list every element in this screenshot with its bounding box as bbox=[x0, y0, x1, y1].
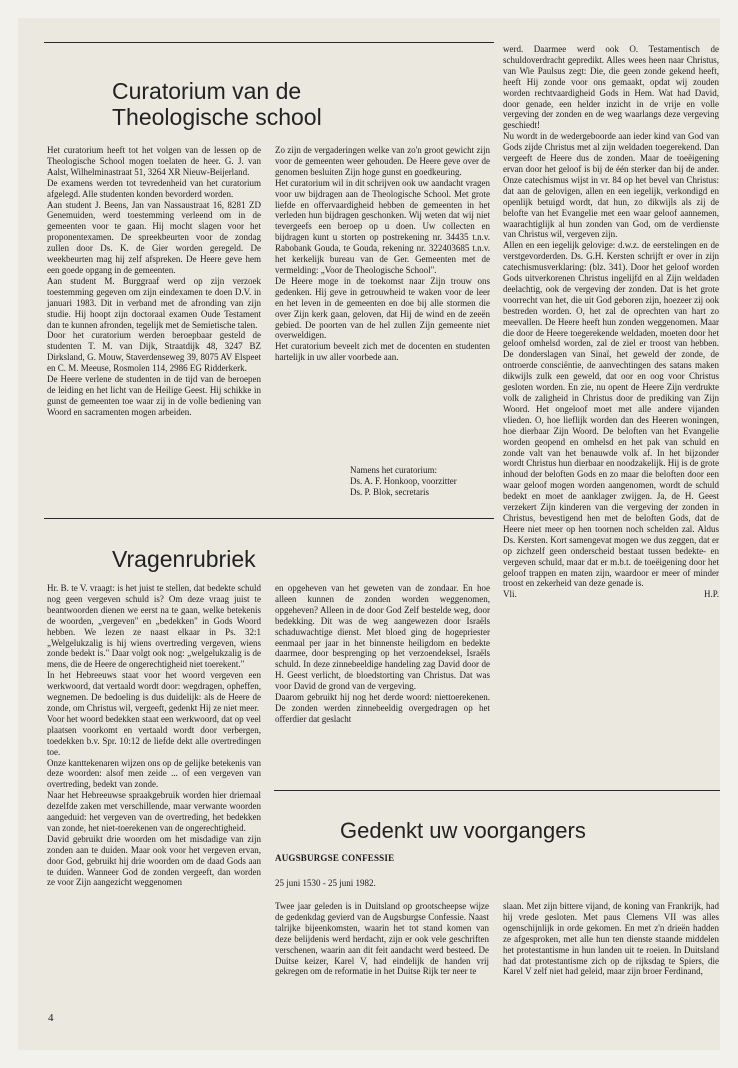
paragraph: Naar het Hebreeuwse spraakgebruik worden hier driemaal dezelfde zaken met verschillende, maar verwante woorden aangeduid: het vergeven van de overtreding, het bedekken van zonde, het niet-toerekenen van de ongerechtigheid. bbox=[47, 790, 261, 833]
paragraph: De examens werden tot tevredenheid van het curatorium afgelegd. Alle studenten konden bevorderd worden. bbox=[47, 177, 261, 199]
section-rule bbox=[44, 518, 494, 519]
curatorium-signature bbox=[350, 465, 495, 498]
gedenkt-dates: 25 juni 1530 - 25 juni 1982. bbox=[275, 878, 376, 888]
gedenkt-col1 bbox=[275, 901, 489, 977]
paragraph: Daarom gebruikt hij nog het derde woord: niettoerekenen. De zonden werden zinnebeeldig overgedragen op het offerdier dat geslacht bbox=[275, 692, 490, 724]
author-signature bbox=[503, 589, 719, 600]
signature-chair: Ds. A. F. Honkoop, voorzitter bbox=[350, 476, 457, 486]
paragraph: Het curatorium heeft tot het volgen van de lessen op de Theologische School mogen toelaten de heer. G. J. van Aalst, Wilhelminastraat 51, 3264 XR Nieuw-Beijerland. bbox=[47, 145, 261, 177]
paragraph: De Heere moge in de toekomst naar Zijn trouw ons gedenken. Hij geve in getrouwheid te waken voor de leer en het leven in de gemeenten en doe bij alle stormen die over Zijn kerk gaan, geloven, dat Hij de wind en de zeeën gebied. De poorten van de hel zullen Zijn gemeente niet overweldigen. bbox=[275, 275, 490, 341]
curatorium-title-line1: Curatorium van de bbox=[112, 78, 302, 104]
continuation-col3 bbox=[503, 44, 719, 600]
signature-secretary: Ds. P. Blok, secretaris bbox=[350, 487, 429, 497]
paragraph: Nu wordt in de wedergeboorde aan ieder kind van God van Gods zijde Christus met al zijn weldaden toegerekend. Dan vergeeft de Heere dus de zonden. Maar de toeëigening ervan door het geloof is bij de één sterker dan bij de ander. Onze catechismus wijst in vr. 84 op het bevel van Christus: dat aan de gelovigen, allen en een iegelijk, verkondigd en openlijk betuigd wordt, dat hun, zo dikwijls als zij de belofte van het Evangelie met een waar geloof aannemen, waarachtiglijk al hun zonden van God, om de verdienste van Christus wil, vergeven zijn. bbox=[503, 131, 719, 240]
paragraph: David gebruikt drie woorden om het misdadige van zijn zonden aan te duiden. Maar ook voor het vergeven ervan, door God, gebruikt hij drie woorden om de daad Gods aan te duiden. Wanneer God de zonden vergeeft, dan worden ze voor Zijn aangezicht weggenomen bbox=[47, 833, 261, 888]
paragraph: Het curatorium wil in dit schrijven ook uw aandacht vragen voor uw bijdragen aan de Theologische School. Met grote liefde en offervaardigheid hebben de gemeenten in het verleden hun bijdragen geschonken. Wij weten dat wij niet tevergeefs een beroep op u doen. Uw collecten en bijdragen kunt u storten op postrekening nr. 34435 t.n.v. Rabobank Gouda, te Gouda, rekening nr. 322403685 t.n.v. het kerkelijk bureau van de Ger. Gemeenten met de vermelding: „Voor de Theologische School". bbox=[275, 177, 490, 275]
paragraph: werd. Daarmee werd ook O. Testamentisch de schuldoverdracht gepredikt. Alles wees heen naar Christus, van Wie Paulsus zegt: Die, die geen zonde gekend heeft, heeft Hij zonde voor ons gemaakt, opdat wij zouden worden rechtvaardigheid Gods in Hem. Wat had David, door genade, een helder inzicht in de vrije en volle vergeving der zonden en de weg waarlangs deze vergeving geschiedt! bbox=[503, 44, 719, 131]
paragraph: Voor het woord bedekken staat een werkwoord, dat op veel plaatsen voorkomt en vertaald wordt door verbergen, toedekken b.v. Spr. 10:12 de liefde dekt alle overtredingen toe. bbox=[47, 713, 261, 757]
paragraph: Aan student J. Beens, Jan van Nassaustraat 16, 8281 ZD Genemuiden, werd toestemming verleend om in de gemeenten voor te gaan. Hij mocht slagen voor het proponentexamen. De spreekbeurten voor de zondag zullen door Ds. K. de Gier worden geregeld. De weekbeurten mag hij zelf afspreken. De Heere geve hem een goede opgang in de gemeenten. bbox=[47, 199, 261, 275]
signature-right: H.P. bbox=[703, 589, 719, 600]
paragraph: Hr. B. te V. vraagt: is het juist te stellen, dat bedekte schuld nog geen vergeven schuld is? Om deze vraag juist te beantwoorden dienen we eerst na te gaan, welke betekenis de woorden, „vergeven" en „bedekken" in Gods Woord hebben. We lezen ze naast elkaar in Ps. 32:1 „Welgelukzalig is hij wiens overtreding vergeven, wiens zonde bedekt is." Daar volgt ook nog: „welgelukzalig is de mens, die de Heere de ongerechtigheid niet toerekent." bbox=[47, 583, 261, 670]
gedenkt-col2 bbox=[503, 901, 719, 977]
paragraph: De Heere verlene de studenten in de tijd van de beroepen de leiding en het licht van de Heilige Geest. Hij schikke in gunst de gemeenten toe waar zij in de volle bediening van Woord en sacramenten mogen arbeiden. bbox=[47, 374, 261, 417]
paragraph: Twee jaar geleden is in Duitsland op grootscheepse wijze de gedenkdag gevierd van de Augsburgse Confessie. Naast talrijke bijeenkomsten, waarin het tot stand komen van deze belijdenis werd herdacht, zijn er ook vele geschriften verschenen, waarin aan dit feit aandacht werd besteed. De Duitse keizer, Karel V, had eindelijk de handen vrij gekregen om de reformatie in het Duitse Rijk ter neer te bbox=[275, 901, 489, 977]
signature-left: Vli. bbox=[503, 589, 517, 600]
paragraph: Zo zijn de vergaderingen welke van zo'n groot gewicht zijn voor de gemeenten weer gehouden. De Heere geve over de genomen besluiten Zijn hoge gunst en goedkeuring. bbox=[275, 145, 490, 177]
curatorium-title bbox=[112, 78, 322, 130]
paragraph: Aan student M. Burggraaf werd op zijn verzoek toestemming gegeven om zijn eindexamen te doen D.V. in januari 1983. Dit in verband met de afronding van zijn studie. Hij hoopt zijn doctoraal examen Oude Testament dan te kunnen afronden, tegelijk met de Semietische talen. bbox=[47, 275, 261, 330]
paragraph: en opgeheven van het geweten van de zondaar. En hoe alleen kunnen de zonden worden weggenomen, opgeheven? Alleen in de door God Zelf bestelde weg, door bedekking. Dit was de weg aangewezen door Israëls schaduwachtige dienst. Met bloed ging de hogepriester eenmaal per jaar in het binnenste heiligdom en bedekte daarmee, door besprenging op het verzoendeksel, Israëls schuld. In deze zinnebeeldige handeling zag David door de H. Geest verlicht, de bloedstorting van Christus. Dat was voor David de grond van de vergeving. bbox=[275, 583, 490, 692]
top-rule bbox=[44, 42, 494, 43]
page-number: 4 bbox=[48, 1012, 54, 1024]
curatorium-title-line2: Theologische school bbox=[112, 104, 322, 130]
signature-heading: Namens het curatorium: bbox=[350, 465, 437, 475]
curatorium-col1 bbox=[47, 145, 261, 418]
section-rule bbox=[274, 790, 720, 791]
gedenkt-subtitle: AUGSBURGSE CONFESSIE bbox=[275, 853, 395, 863]
vragen-col1 bbox=[47, 583, 261, 888]
gedenkt-title: Gedenkt uw voorgangers bbox=[340, 818, 586, 843]
vragen-title: Vragenrubriek bbox=[112, 546, 256, 572]
paragraph: In het Hebreeuws staat voor het woord vergeven een werkwoord, dat vertaald wordt door: wegdragen, opheffen, wegnemen. De bedoeling is dus duidelijk: als de Heere de zonde, om Christus wil, vergeeft, gedenkt Hij ze niet meer. bbox=[47, 670, 261, 713]
paragraph: Allen en een iegelijk gelovige: d.w.z. de eerstelingen en de verstgevorderden. Ds. G.H. Kersten schrijft er over in zijn catechismusverklaring: (blz. 341). Door het geloof worden Gods uitverkorenen Christus ingelijfd en al Zijn weldaden deelachtig, ook de vergeving der zonden. Dat is het grote voorrecht van het, die uit God geboren zijn, hoezeer zij ook bestreden worden. O, het zal de oprechten van hart zo meevallen. De Heere heeft hun zonden weggenomen. Maar die door de Heere toegerekende weldaden, moeten door het geloof omhelsd worden, zal de ziel er troost van hebben. De donderslagen van Sinaï, het geweld der zonde, de ontroerde consciëntie, de aanvechtingen des satans maken dikwijls zulk een geweld, dat oor en oog voor Christus gesloten worden. En zie, nu opent de Heere Zijn verdrukte volk de zaligheid in Christus door de prediking van Zijn Woord. Het ongeloof moet met alle andere vijanden vlieden. O, hoe lieflijk worden dan des Heeren woningen, hoe dierbaar Zijn Woord. De beloften van het Evangelie worden geopend en omhelsd en het pak van schuld en zonde valt van het benauwde volk af. In het bijzonder wordt Christus hun dierbaar en noodzakelijk. Hij is de grote inhoud der beloften Gods en zo maar die beloften door een waar geloof mogen worden aangenomen, wordt de schuld bedekt en moet de aanklager zwijgen. Ja, de H. Geest verzekert Zijn kinderen van die vergeving der zonden in Christus, bevestigend hen met de beloften Gods, dat de Heere niet meer op hen toornen noch schelden zal. Aldus Ds. Kersten. Kort samengevat mogen we dus zeggen, dat er op zichzelf geen onderscheid bestaat tussen bedekte- en vergeven schuld, maar dat er m.b.t. de toeëigening door het geloof trappen en maten zijn, waardoor er meer of minder troost en zekerheid van deze genade is. bbox=[503, 240, 719, 589]
vragen-col2 bbox=[275, 583, 490, 725]
paragraph: Het curatorium beveelt zich met de docenten en studenten hartelijk in uw aller voorbede aan. bbox=[275, 341, 490, 363]
paragraph: Onze kanttekenaren wijzen ons op de gelijke betekenis van deze woorden: alsof men zeide ... of een vergeven van overtreding, bedekt van zonde. bbox=[47, 757, 261, 790]
paragraph: slaan. Met zijn bittere vijand, de koning van Frankrijk, had hij vrede gesloten. Met paus Clemens VII was alles ogenschijnlijk in orde gekomen. En met z'n drieën hadden ze afgesproken, met alle hun ten dienste staande middelen het protestantisme in hun landen uit te roeien. In Duitsland had dat protestantisme zich op de rijksdag te Spiers, die Karel V zelf niet had geleid, maar zijn broer Ferdinand, bbox=[503, 901, 719, 977]
paragraph: Door het curatorium werden beroepbaar gesteld de studenten T. M. van Dijk, Straatdijk 48, 3247 BZ Dirksland, G. Mouw, Staverdenseweg 39, 8075 AV Elspeet en C. M. Meeuse, Rosmolen 114, 2986 EG Ridderkerk. bbox=[47, 330, 261, 374]
curatorium-col2 bbox=[275, 145, 490, 363]
